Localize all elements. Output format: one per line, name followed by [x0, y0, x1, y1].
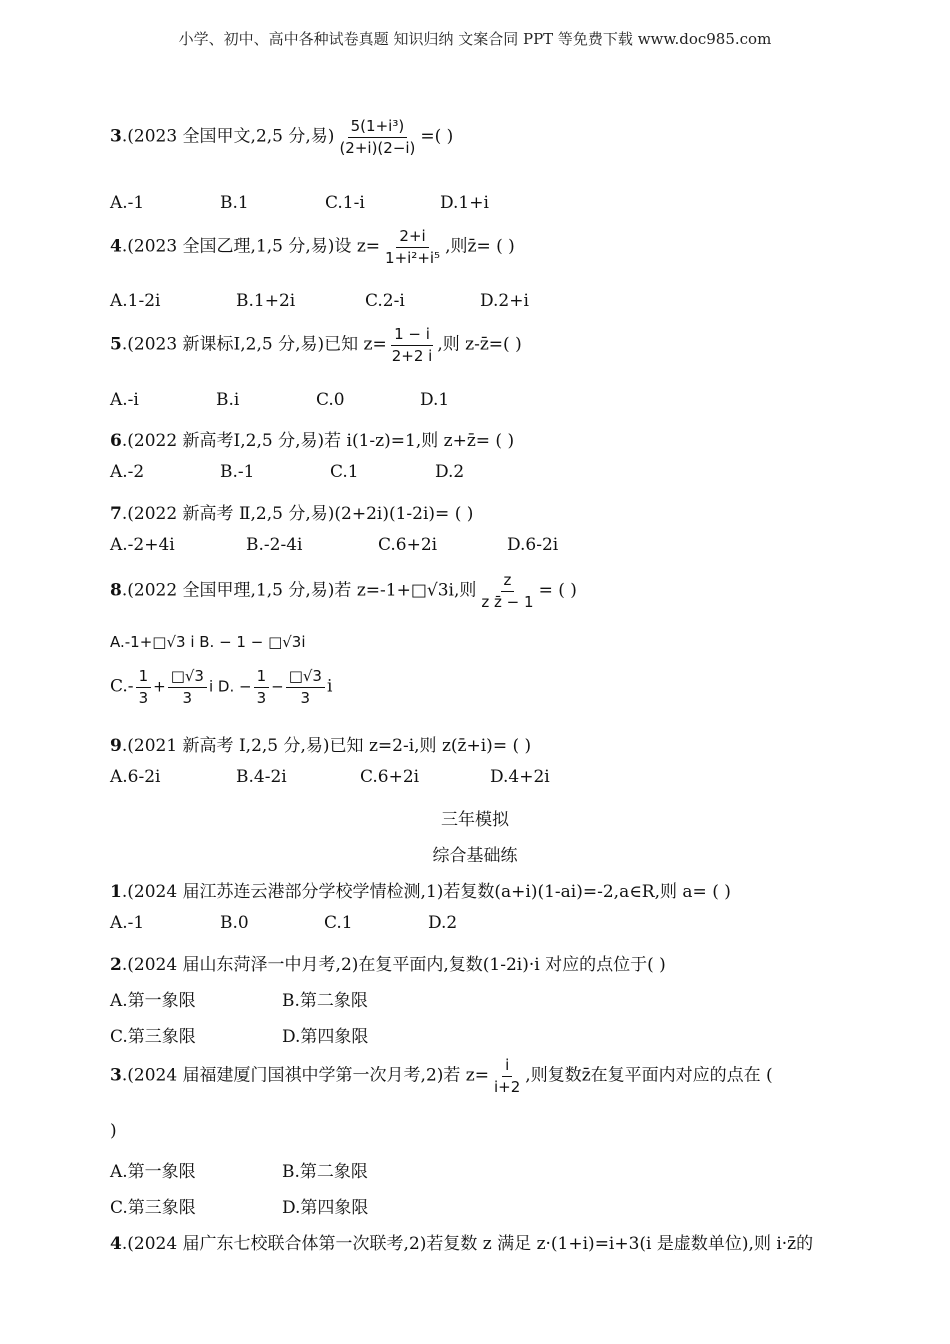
- option-b: B.i: [216, 390, 240, 410]
- fraction: [136, 668, 152, 706]
- numerator: i: [502, 1057, 512, 1077]
- option-c: C.0: [316, 390, 345, 410]
- question-source: .(2024 届福建厦门国祺中学第一次月考,2)若 z=: [121, 1065, 490, 1086]
- option-c: C.1-i: [325, 193, 365, 213]
- question-9: [110, 731, 850, 756]
- denominator: 3: [256, 688, 267, 707]
- mock-question-2: [110, 950, 850, 975]
- option-d: D.第四象限: [282, 1027, 369, 1047]
- question-number: 3: [110, 126, 122, 147]
- numerator: 2+i: [396, 228, 428, 248]
- option-a: A.-2: [110, 462, 145, 482]
- option-c: C.第三象限: [110, 1027, 196, 1047]
- option-d-prefix: i D. −: [208, 677, 252, 696]
- option-c: C.第三象限: [110, 1198, 196, 1218]
- option-a: A.第一象限: [110, 1162, 196, 1182]
- option-a: A.6-2i: [110, 767, 161, 787]
- denominator: i+2: [494, 1077, 521, 1096]
- option-a: A.-1: [110, 913, 145, 933]
- page-header: 小学、初中、高中各种试卷真题 知识归纳 文案合同 PPT 等免费下载 www.doc985.com: [178, 30, 772, 48]
- fraction: [491, 1057, 523, 1095]
- numerator: 1: [254, 668, 270, 688]
- mock-question-3: [110, 1057, 850, 1095]
- option-d: D.2+i: [480, 291, 529, 311]
- option-a: A.-2+4i: [110, 535, 175, 555]
- options-q8-ab: [110, 632, 850, 652]
- denominator: 3: [300, 688, 311, 707]
- option-b: B.第二象限: [282, 991, 368, 1011]
- question-text: .(2024 届广东七校联合体第一次联考,2)若复数 z 满足 z·(1+i)=i+3(i 是虚数单位),则 i·z̄的: [121, 1234, 814, 1254]
- option-d: D.第四象限: [282, 1198, 369, 1218]
- numerator: □√3: [286, 668, 325, 688]
- question-tail: ,则复数z̄在复平面内对应的点在 (: [525, 1065, 773, 1086]
- question-number: 7: [110, 504, 122, 524]
- option-ab: A.-1+□√3 i B. − 1 − □√3i: [110, 633, 306, 651]
- question-number: 9: [110, 736, 122, 756]
- numerator: z: [501, 572, 515, 592]
- numerator: 1 − i: [391, 326, 433, 346]
- mock-question-4: [110, 1229, 850, 1254]
- denominator: 3: [138, 688, 149, 707]
- question-text: .(2022 新高考 Ⅱ,2,5 分,易)(2+2i)(1-2i)= ( ): [121, 504, 474, 524]
- question-number: 8: [110, 580, 122, 601]
- fraction: [336, 118, 418, 156]
- question-text: .(2024 届江苏连云港部分学校学情检测,1)若复数(a+i)(1-ai)=-2,a∈R,则 a= ( ): [121, 882, 731, 902]
- mock-question-1: [110, 877, 850, 902]
- minus-sign: −: [271, 677, 284, 696]
- option-b: B.1: [220, 193, 249, 213]
- question-tail: = ( ): [538, 580, 577, 601]
- option-c-prefix: C.-: [110, 676, 134, 697]
- option-c: C.6+2i: [360, 767, 420, 787]
- fraction: [389, 326, 436, 364]
- option-d: D.1+i: [440, 193, 489, 213]
- question-text: .(2024 届山东菏泽一中月考,2)在复平面内,复数(1-2i)·i 对应的点位于( ): [121, 955, 666, 975]
- question-source: .(2023 全国甲文,2,5 分,易): [121, 126, 335, 147]
- question-source: .(2023 全国乙理,1,5 分,易)设 z=: [121, 236, 381, 257]
- denominator: (2+i)(2−i): [339, 138, 416, 157]
- question-7: [110, 499, 850, 524]
- section-subtitle: 综合基础练: [432, 846, 518, 866]
- question-text: .(2021 新高考 Ⅰ,2,5 分,易)已知 z=2-i,则 z(z̄+i)= ( ): [121, 736, 532, 756]
- option-d: D.2: [428, 913, 458, 933]
- section-title: 三年模拟: [441, 810, 509, 830]
- option-a: A.-i: [110, 390, 139, 410]
- fraction: [168, 668, 207, 706]
- question-6: [110, 426, 850, 451]
- question-5: [110, 326, 850, 364]
- question-number: 1: [110, 882, 122, 902]
- fraction: [382, 228, 443, 266]
- fraction: [286, 668, 325, 706]
- question-tail: ,则z̄= ( ): [445, 236, 515, 257]
- denominator: 3: [182, 688, 193, 707]
- question-number: 2: [110, 955, 122, 975]
- options-q8-cd: [110, 668, 850, 706]
- option-b: B.-1: [220, 462, 255, 482]
- question-3: [110, 118, 850, 156]
- question-8: [110, 572, 850, 610]
- numerator: 5(1+i³): [348, 118, 408, 138]
- option-d: D.2: [435, 462, 465, 482]
- imaginary-unit: i: [326, 676, 333, 697]
- option-c: C.6+2i: [378, 535, 438, 555]
- plus-sign: +: [153, 677, 166, 696]
- question-tail: ,则 z-z̄=( ): [437, 334, 522, 355]
- option-c: C.1: [324, 913, 353, 933]
- denominator: 2+2 i: [391, 346, 433, 365]
- option-b: B.4-2i: [236, 767, 287, 787]
- question-number: 6: [110, 431, 122, 451]
- option-b: B.1+2i: [236, 291, 296, 311]
- option-a: A.1-2i: [110, 291, 161, 311]
- question-number: 3: [110, 1065, 122, 1086]
- option-a: A.-1: [110, 193, 145, 213]
- question-text: .(2022 新高考Ⅰ,2,5 分,易)若 i(1-z)=1,则 z+z̄= ( ): [121, 431, 515, 451]
- numerator: □√3: [168, 668, 207, 688]
- option-c: C.1: [330, 462, 359, 482]
- question-source: .(2023 新课标Ⅰ,2,5 分,易)已知 z=: [121, 334, 387, 355]
- question-tail: =( ): [420, 126, 454, 147]
- option-b: B.0: [220, 913, 249, 933]
- question-number: 4: [110, 236, 122, 257]
- denominator: z z̄ − 1: [481, 592, 534, 611]
- option-b: B.-2-4i: [246, 535, 303, 555]
- question-4: [110, 228, 850, 266]
- question-number: 5: [110, 334, 122, 355]
- option-d: D.1: [420, 390, 450, 410]
- fraction: [254, 668, 270, 706]
- close-paren: ): [110, 1121, 117, 1141]
- option-d: D.6-2i: [507, 535, 559, 555]
- question-source: .(2022 全国甲理,1,5 分,易)若 z=-1+□√3i,则: [121, 580, 477, 601]
- question-number: 4: [110, 1234, 122, 1254]
- denominator: 1+i²+i⁵: [385, 248, 441, 267]
- fraction: [478, 572, 536, 610]
- option-c: C.2-i: [365, 291, 405, 311]
- option-a: A.第一象限: [110, 991, 196, 1011]
- option-b: B.第二象限: [282, 1162, 368, 1182]
- option-d: D.4+2i: [490, 767, 550, 787]
- numerator: 1: [136, 668, 152, 688]
